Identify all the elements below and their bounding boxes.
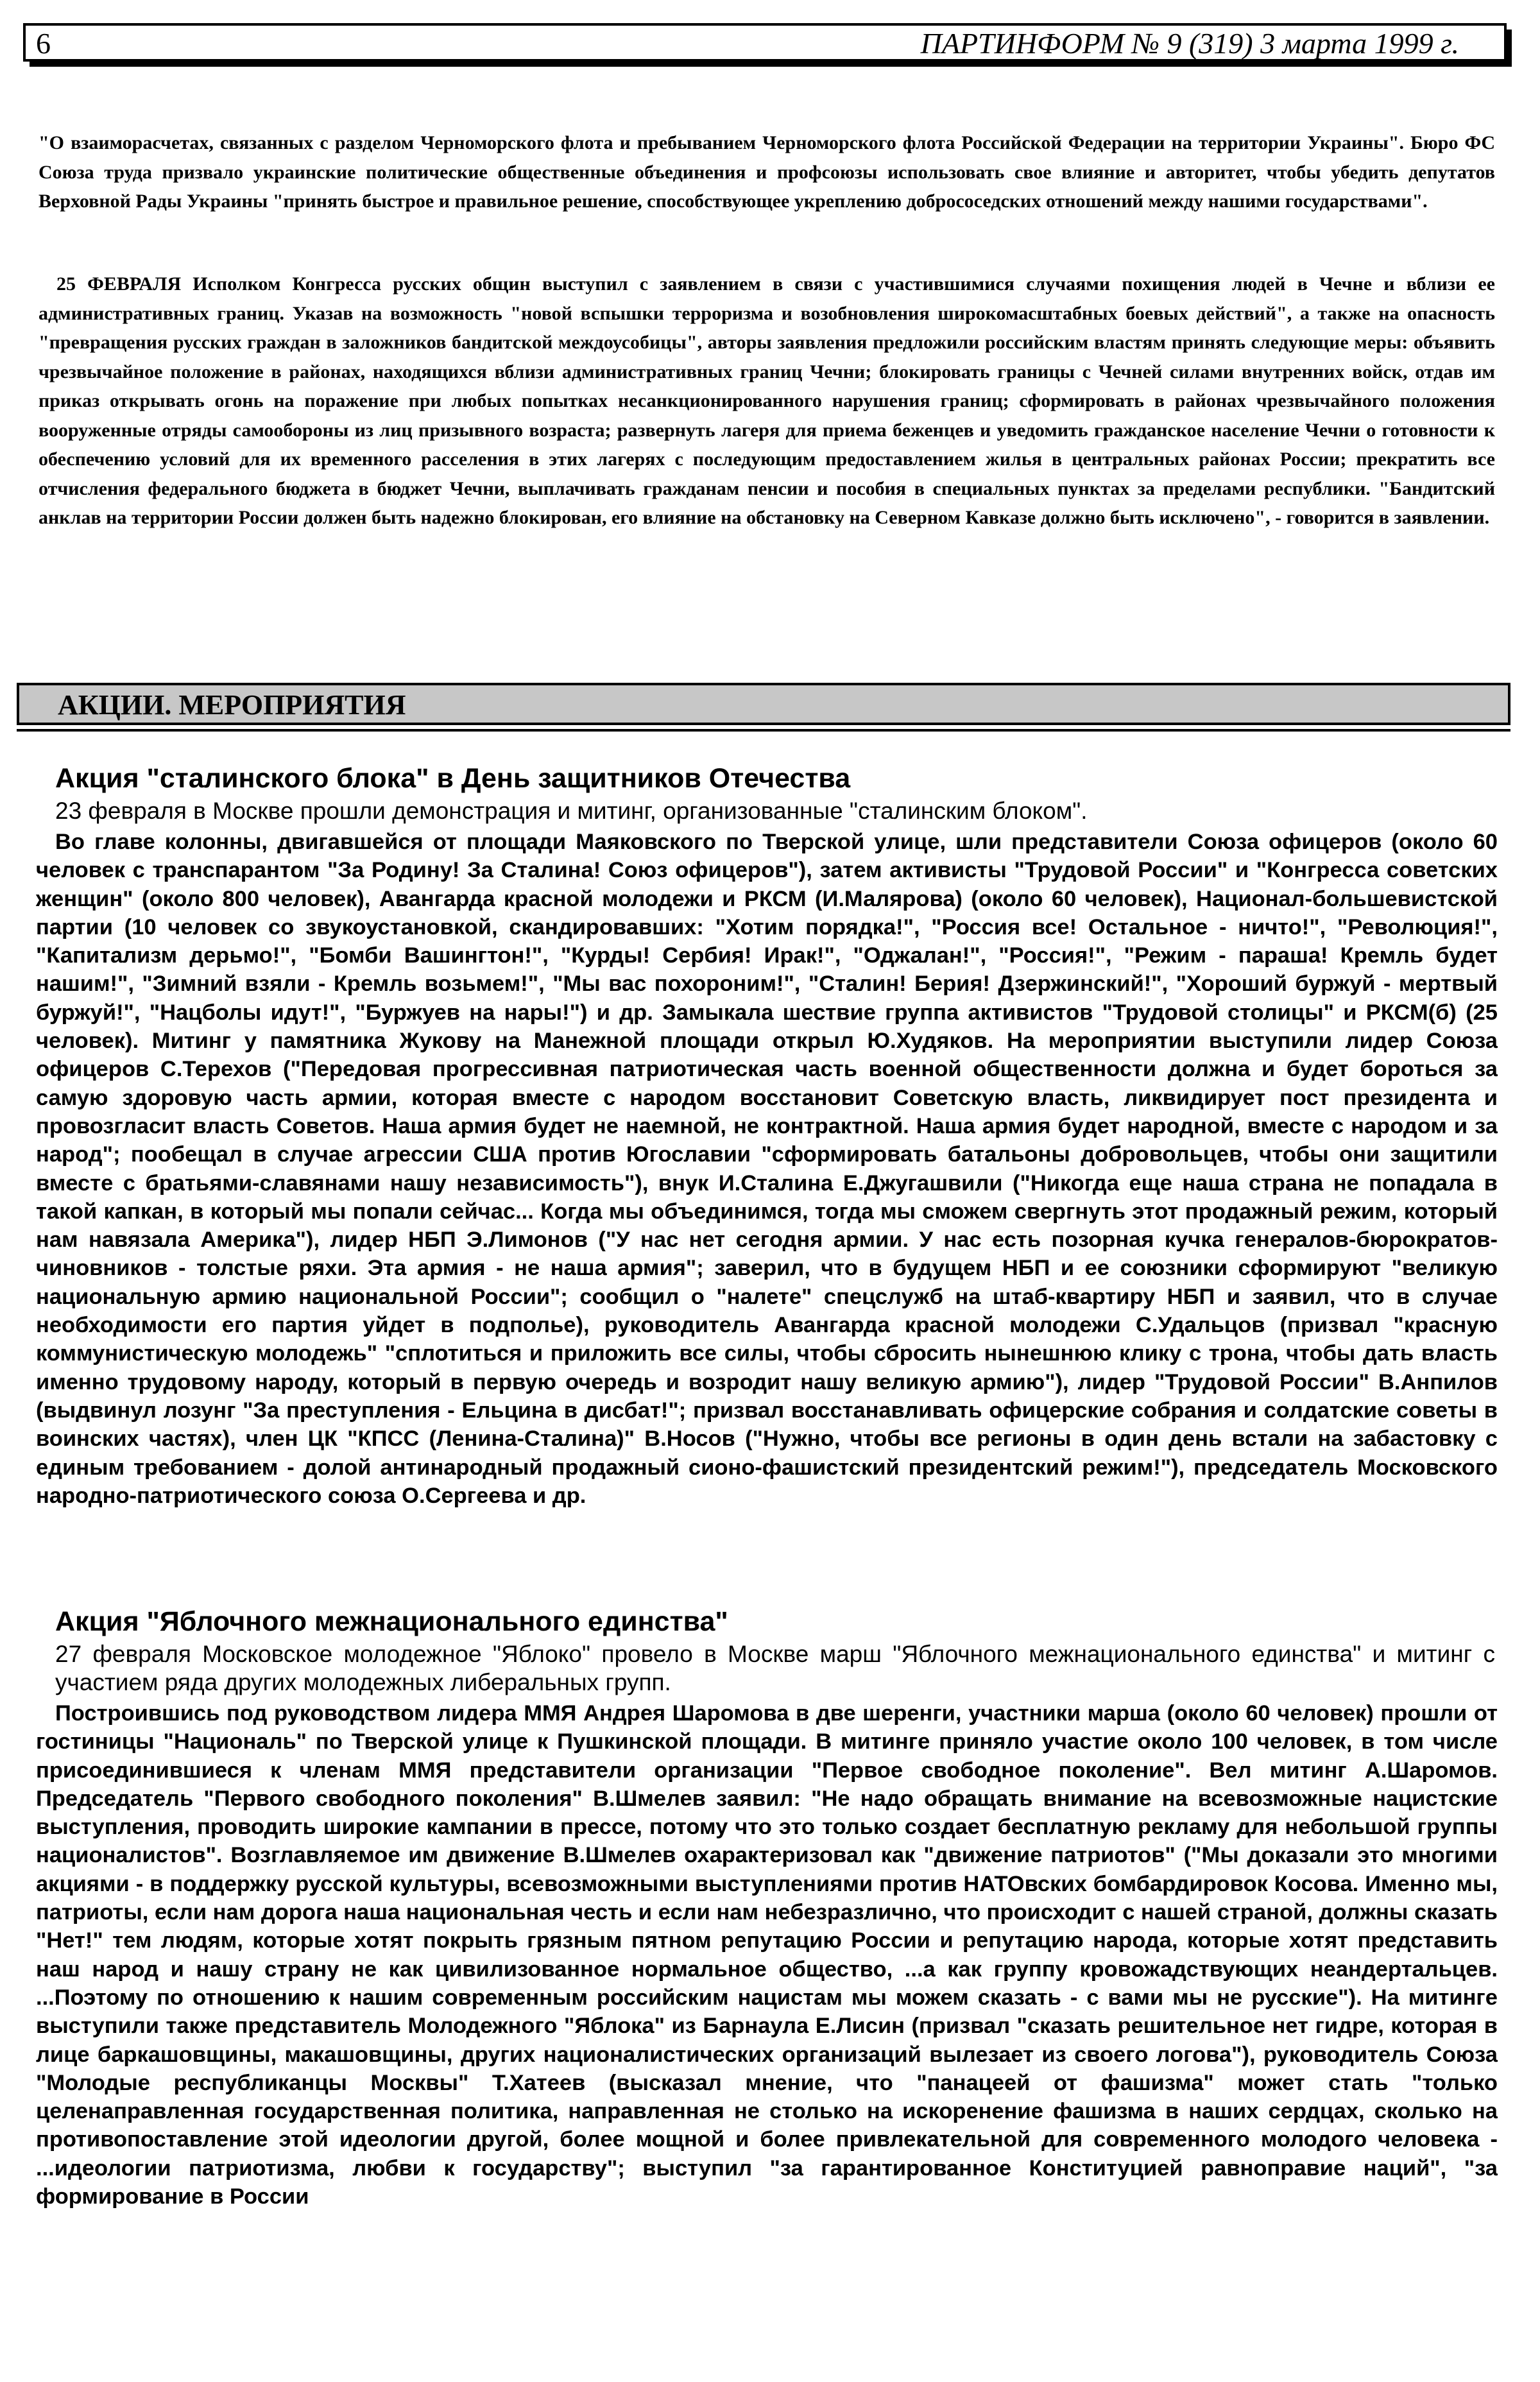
header-shadow	[30, 62, 1509, 67]
article-lead: 27 февраля Московское молодежное "Яблоко" провело в Москве марш "Яблочного межнационального единства" и митинг с участием ряда других молодежных либеральных групп.	[55, 1641, 1495, 1695]
section-header	[17, 683, 1510, 725]
page-header	[23, 23, 1507, 62]
section-title: АКЦИИ. МЕРОПРИЯТИЯ	[58, 689, 406, 721]
page-number: 6	[36, 27, 51, 60]
article-lead: 23 февраля в Москве прошли демонстрация и митинг, организованные "сталинским блоком".	[55, 798, 1088, 824]
article-body: Во главе колонны, двигавшейся от площади Маяковского по Тверской улице, шли представители Союза офицеров (около 60 человек с транспарантом "За Родину! За Сталина! Союз офицеров"), затем активисты "Трудовой России" и "Конгресса советских женщин" (около 800 человек), Авангарда красной молодежи и РКСМ (И.Малярова) (около 60 человек), Национал-большевистской партии (10 человек со звукоустановкой, скандировавших: "Хотим порядка!", "Россия все! Остальное - ничто!", "Революция!", "Капитализм дерьмо!", "Бомби Вашингтон!", "Курды! Сербия! Ирак!", "Оджалан!", "Россия!", "Режим - параша! Кремль будет нашим!", "Зимний взяли - Кремль возьмем!", "Мы вас похороним!", "Сталин! Берия! Дзержинский!", "Хороший буржуй - мертвый буржуй!", "Нацболы идут!", "Буржуев на нары!") и др. Замыкала шествие группа активистов "Трудовой столицы" и РКСМ(б) (25 человек). Митинг у памятника Жукову на Манежной площади открыл Ю.Худяков. На мероприятии выступили лидер Союза офицеров С.Терехов ("Передовая прогрессивная патриотическая часть военной общественности должна и будет бороться за самую здоровую часть армии, которая вместе с народом восстановит Советскую власть, ликвидирует пост президента и провозгласит власть Советов. Наша армия будет не наемной, не контрактной. Наша армия будет народной, вместе с народом и за народ"; пообещал в случае агрессии США против Югославии "сформировать батальоны добровольцев, чтобы они защитили вместе с братьями-славянами нашу независимость"), внук И.Сталина Е.Джугашвили ("Никогда еще наша страна не попадала в такой капкан, в который мы попали сейчас... Когда мы объединимся, тогда мы сможем свергнуть этот продажный режим, который нам навязала Америка"), лидер НБП Э.Лимонов ("У нас нет сегодня армии. У нас есть позорная кучка генералов-бюрократов-чиновников - толстые ряхи. Эта армия - не наша армия"; заверил, что в будущем НБП и ее союзники сформируют "великую национальную армию национальной России"; сообщил о "налете" спецслужб на штаб-квартиру НБП и заявил, что в случае необходимости его партия уйдет в подполье), руководитель Авангарда красной молодежи С.Удальцов (призвал "красную коммунистическую молодежь" "сплотиться и приложить все силы, чтобы сбросить нынешнюю клику с трона, чтобы дать власть именно трудовому народу, который в первую очередь и возродит нашу великую армию"), лидер "Трудовой России" В.Анпилов (выдвинул лозунг "За преступления - Ельцина в дисбат!"; призвал восстанавливать офицерские собрания и солдатские советы в воинских частях), член ЦК "КПСС (Ленина-Сталина)" В.Носов ("Нужно, чтобы все регионы в один день встали на забастовку с единым требованием - долой антинародный продажный сионо-фашистский президентский режим!"), председатель Московского народно-патриотического союза О.Сергеева и др.	[36, 830, 1498, 1508]
intro-paragraph-2: 25 ФЕВРАЛЯ Исполком Конгресса русских общин выступил с заявлением в связи с участившимися случаями похищения людей в Чечне и вблизи ее административных границ. Указав на возможность "новой вспышки терроризма и возобновления широкомасштабных боевых действий", а также на опасность "превращения русских граждан в заложников бандитской междоусобицы", авторы заявления предложили российским властям принять следующие меры: объявить чрезвычайное положение в районах, находящихся вблизи административных границ Чечни; блокировать границы с Чечней силами внутренних войск, отдав им приказ открывать огонь на поражение при любых попытках несанкционированного нарушения границ; сформировать в районах чрезвычайного положения вооруженные отряды самообороны из лиц призывного возраста; развернуть лагеря для приема беженцев и уведомить гражданское население Чечни о готовности к обеспечению условий для их временного расселения в этих лагерях с последующим предоставлением жилья в центральных районах России; прекратить все отчисления федерального бюджета в бюджет Чечни, выплачивать гражданам пенсии и пособия в специальных пунктах за пределами республики. "Бандитский анклав на территории России должен быть надежно блокирован, его влияние на обстановку на Северном Кавказе должно быть исключено", - говорится в заявлении.	[38, 273, 1495, 528]
article-title: Акция "сталинского блока" в День защитников Отечества	[55, 763, 851, 794]
article-body: Построившись под руководством лидера ММЯ Андрея Шаромова в две шеренги, участники марша (около 60 человек) прошли от гостиницы "Националь" по Тверской улице к Пушкинской площади. В митинге приняло участие около 100 человек, в том числе присоединившиеся к членам ММЯ представители организации "Первое свободное поколение". Вел митинг А.Шаромов. Председатель "Первого свободного поколения" В.Шмелев заявил: "Не надо обращать внимание на всевозможные нацистские выступления, проводить широкие кампании в прессе, потому что это только создает бесплатную рекламу для небольшой группы националистов". Возглавляемое им движение В.Шмелев охарактеризовал как "движение патриотов" ("Мы доказали это многими акциями - в поддержку русской культуры, всевозможными выступлениями против НАТОвских бомбардировок Косова. Именно мы, патриоты, если нам дорога наша национальная честь и если нам небезразлично, что происходит с нашей страной, должны сказать "Нет!" тем людям, которые хотят покрыть грязным пятном репутацию России и репутацию народа, которые хотят представить наш народ и нашу страну не как цивилизованное нормальное общество, ...а как группу кровожадствующих неандертальцев. ...Поэтому по отношению к нашим современным российским нацистам мы можем сказать - с вами мы не русские"). На митинге выступили также представитель Молодежного "Яблока" из Барнаула Е.Лисин (призвал "сказать решительное нет гидре, которая в лице баркашовщины, макашовщины, других националистических организаций вылезает из своего логова"), руководитель Союза "Молодые республиканцы Москвы" Т.Хатеев (высказал мнение, что "панацеей от фашизма" может стать "только целенаправленная государственная политика, направленная не столько на искоренение фашизма в наших сердцах, сколько на противопоставление этой идеологии другой, более мощной и более привлекательной для современного молодого человека - ...идеологии патриотизма, любви к государству"; выступил "за гарантированное Конституцией равноправие наций", "за формирование в России	[36, 1701, 1498, 2209]
article-title: Акция "Яблочного межнационального единства"	[55, 1606, 728, 1637]
section-divider	[17, 729, 1510, 732]
issue-title: ПАРТИНФОРМ № 9 (319) 3 марта 1999 г.	[920, 27, 1459, 60]
intro-paragraph-1: "О взаиморасчетах, связанных с разделом Черноморского флота и пребыванием Черноморского флота Российской Федерации на территории Украины". Бюро ФС Союза труда призвало украинские политические общественные объединения и профсоюзы использовать свое влияние и авторитет, чтобы убедить депутатов Верховной Рады Украины "принять быстрое и правильное решение, способствующее укреплению добрососедских отношений между нашими государствами".	[38, 132, 1495, 212]
header-shadow-side	[1507, 30, 1512, 67]
